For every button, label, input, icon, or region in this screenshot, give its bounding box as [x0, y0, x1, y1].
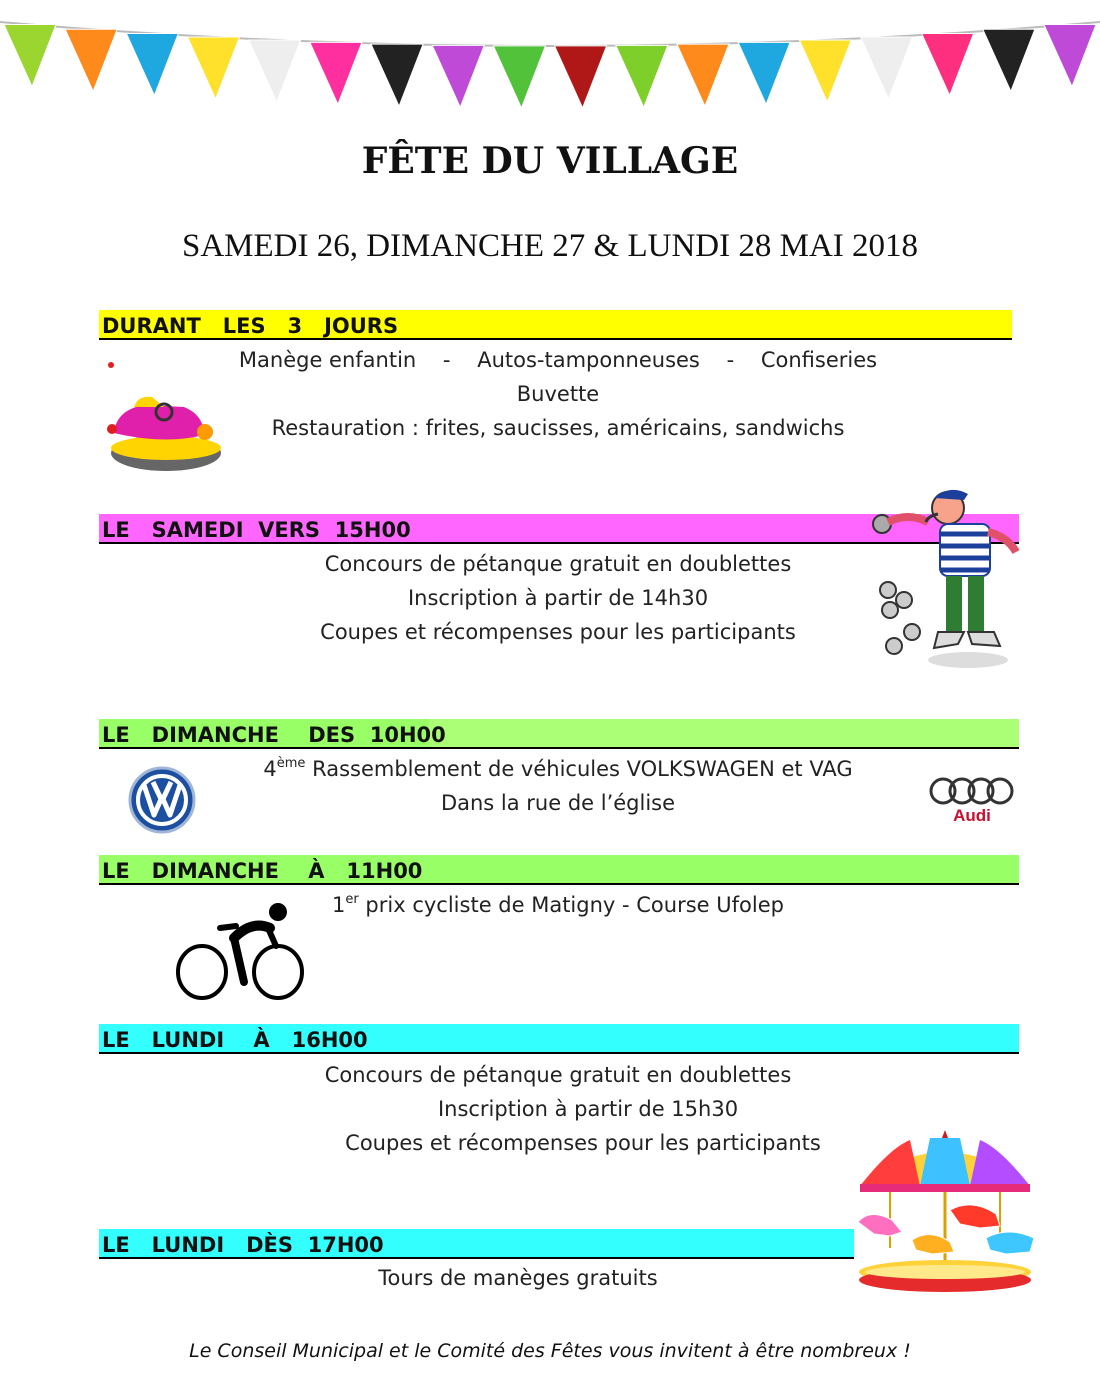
band-dimanche-11h: LE DIMANCHE À 11H00 — [99, 855, 1019, 885]
carousel-icon — [850, 1128, 1040, 1298]
cyclist-icon — [172, 898, 308, 1004]
bumper-car-icon — [104, 355, 226, 477]
vw-logo-icon — [127, 765, 197, 835]
bunting-flag — [738, 42, 790, 104]
bunting-flag — [922, 33, 974, 95]
samedi-line-2: Inscription à partir de 14h30 — [407, 586, 709, 610]
band-lundi-16h: LE LUNDI À 16H00 — [99, 1024, 1019, 1054]
band-samedi: LE SAMEDI VERS 15H00 — [99, 514, 1019, 544]
durant-line-3: Restauration : frites, saucisses, américains, sandwichs — [271, 416, 845, 440]
bunting-flag — [555, 46, 607, 108]
dimanche10-line-2: Dans la rue de l’église — [440, 791, 676, 815]
bunting-flag — [126, 33, 178, 95]
bunting-decoration — [0, 0, 1100, 130]
audi-logo-text: Audi — [953, 806, 991, 825]
bunting-flag — [310, 42, 362, 104]
lundi16-line-1: Concours de pétanque gratuit en doublettes — [324, 1063, 792, 1087]
lundi16-line-3: Coupes et récompenses pour les participants — [345, 1131, 821, 1155]
bunting-flag — [432, 45, 484, 107]
band-durant: DURANT LES 3 JOURS — [99, 310, 1012, 340]
footer-invitation: Le Conseil Municipal et le Comité des Fêtes vous invitent à être nombreux ! — [189, 1340, 911, 1362]
durant-line-2: Buvette — [516, 382, 600, 406]
bunting-flag — [188, 37, 240, 99]
bunting-flag — [1044, 25, 1096, 87]
event-dates: SAMEDI 26, DIMANCHE 27 & LUNDI 28 MAI 2018 — [181, 228, 919, 264]
band-dimanche-10h: LE DIMANCHE DES 10H00 — [99, 719, 1019, 749]
bunting-flag — [493, 46, 545, 108]
bunting-flag — [860, 37, 912, 99]
bunting-flag — [4, 25, 56, 87]
bunting-flag — [371, 44, 423, 106]
samedi-line-1: Concours de pétanque gratuit en doublettes — [324, 552, 792, 576]
bunting-flag — [616, 45, 668, 107]
band-lundi-17h: LE LUNDI DÈS 17H00 — [99, 1229, 854, 1259]
durant-line-1: Manège enfantin - Autos-tamponneuses - Confiseries — [238, 348, 878, 372]
bunting-flag — [983, 29, 1035, 91]
bunting-flag — [249, 40, 301, 102]
lundi16-line-2: Inscription à partir de 15h30 — [437, 1097, 739, 1121]
page-title: FÊTE DU VILLAGE — [361, 140, 739, 182]
lundi17-line-1: Tours de manèges gratuits — [378, 1266, 658, 1290]
dimanche11-line-1: 1er prix cycliste de Matigny - Course Ufolep — [332, 892, 784, 917]
bunting-flag — [677, 44, 729, 106]
samedi-line-3: Coupes et récompenses pour les participants — [320, 620, 796, 644]
audi-logo-icon — [927, 776, 1017, 806]
dimanche10-line-1: 4ème Rassemblement de véhicules VOLKSWAGEN et VAG — [263, 756, 853, 781]
bunting-flag — [65, 29, 117, 91]
bunting-flag — [799, 40, 851, 102]
petanque-player-icon — [868, 482, 1028, 682]
